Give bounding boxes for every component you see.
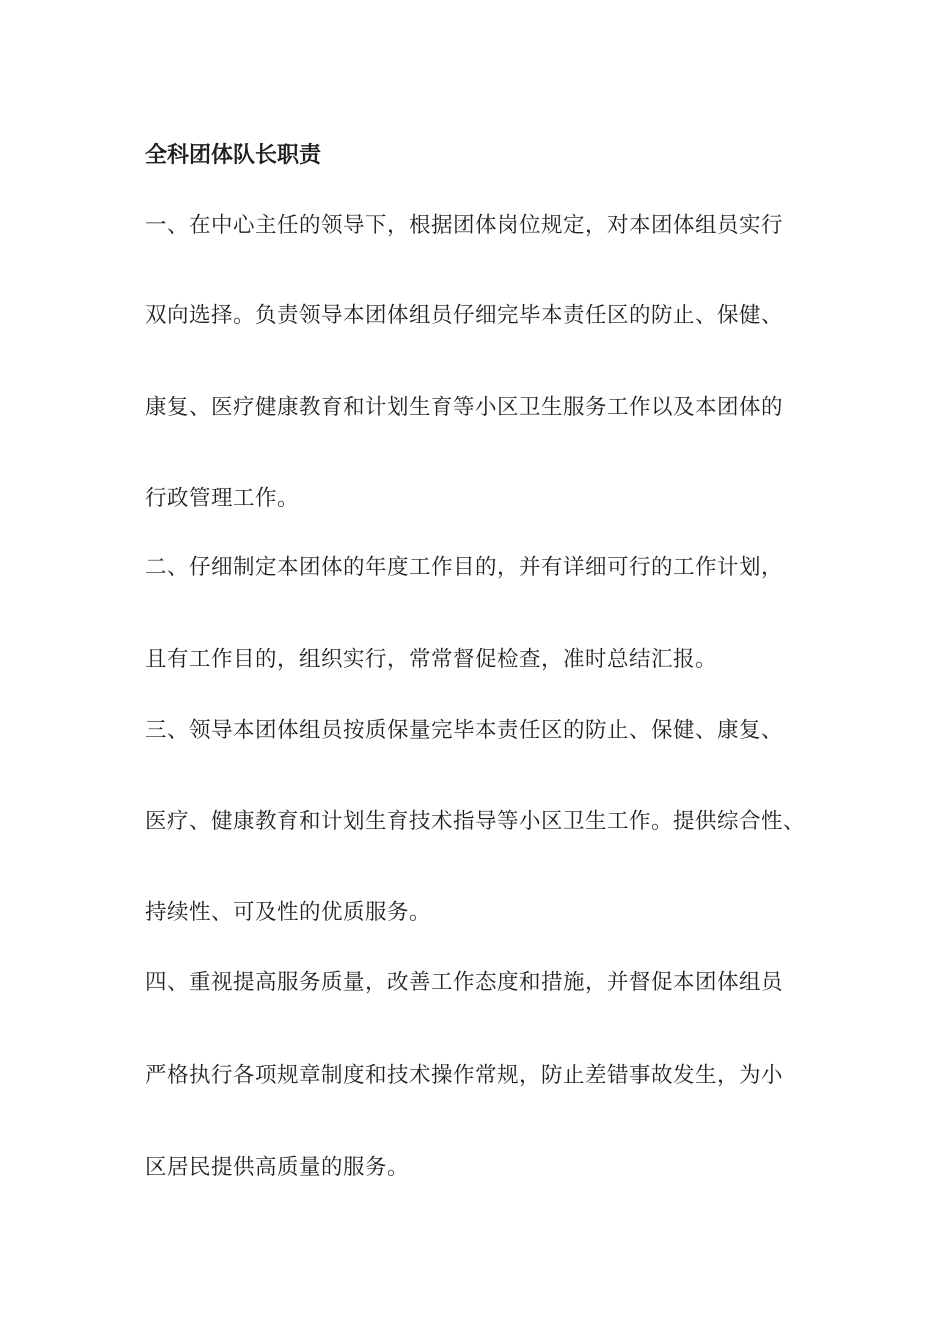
document-title: 全科团体队长职责: [145, 143, 322, 168]
paragraph-line-4: 行政管理工作。: [145, 486, 300, 511]
paragraph-line-2: 双向选择。负责领导本团体组员仔细完毕本责任区的防止、保健、: [145, 303, 784, 328]
paragraph-line-5: 二、仔细制定本团体的年度工作目的，并有详细可行的工作计划，: [145, 555, 784, 580]
paragraph-line-8: 医疗、健康教育和计划生育技术指导等小区卫生工作。提供综合性、: [145, 809, 806, 834]
paragraph-line-12: 区居民提供高质量的服务。: [145, 1155, 410, 1180]
paragraph-line-3: 康复、医疗健康教育和计划生育等小区卫生服务工作以及本团体的: [145, 395, 784, 420]
paragraph-line-7: 三、领导本团体组员按质保量完毕本责任区的防止、保健、康复、: [145, 718, 784, 743]
paragraph-line-9: 持续性、可及性的优质服务。: [145, 900, 432, 925]
paragraph-line-11: 严格执行各项规章制度和技术操作常规，防止差错事故发生，为小: [145, 1063, 784, 1088]
paragraph-line-10: 四、重视提高服务质量，改善工作态度和措施，并督促本团体组员: [145, 970, 784, 995]
paragraph-line-6: 且有工作目的，组织实行，常常督促检查，准时总结汇报。: [145, 647, 718, 672]
paragraph-line-1: 一、在中心主任的领导下，根据团体岗位规定，对本团体组员实行: [145, 213, 784, 238]
